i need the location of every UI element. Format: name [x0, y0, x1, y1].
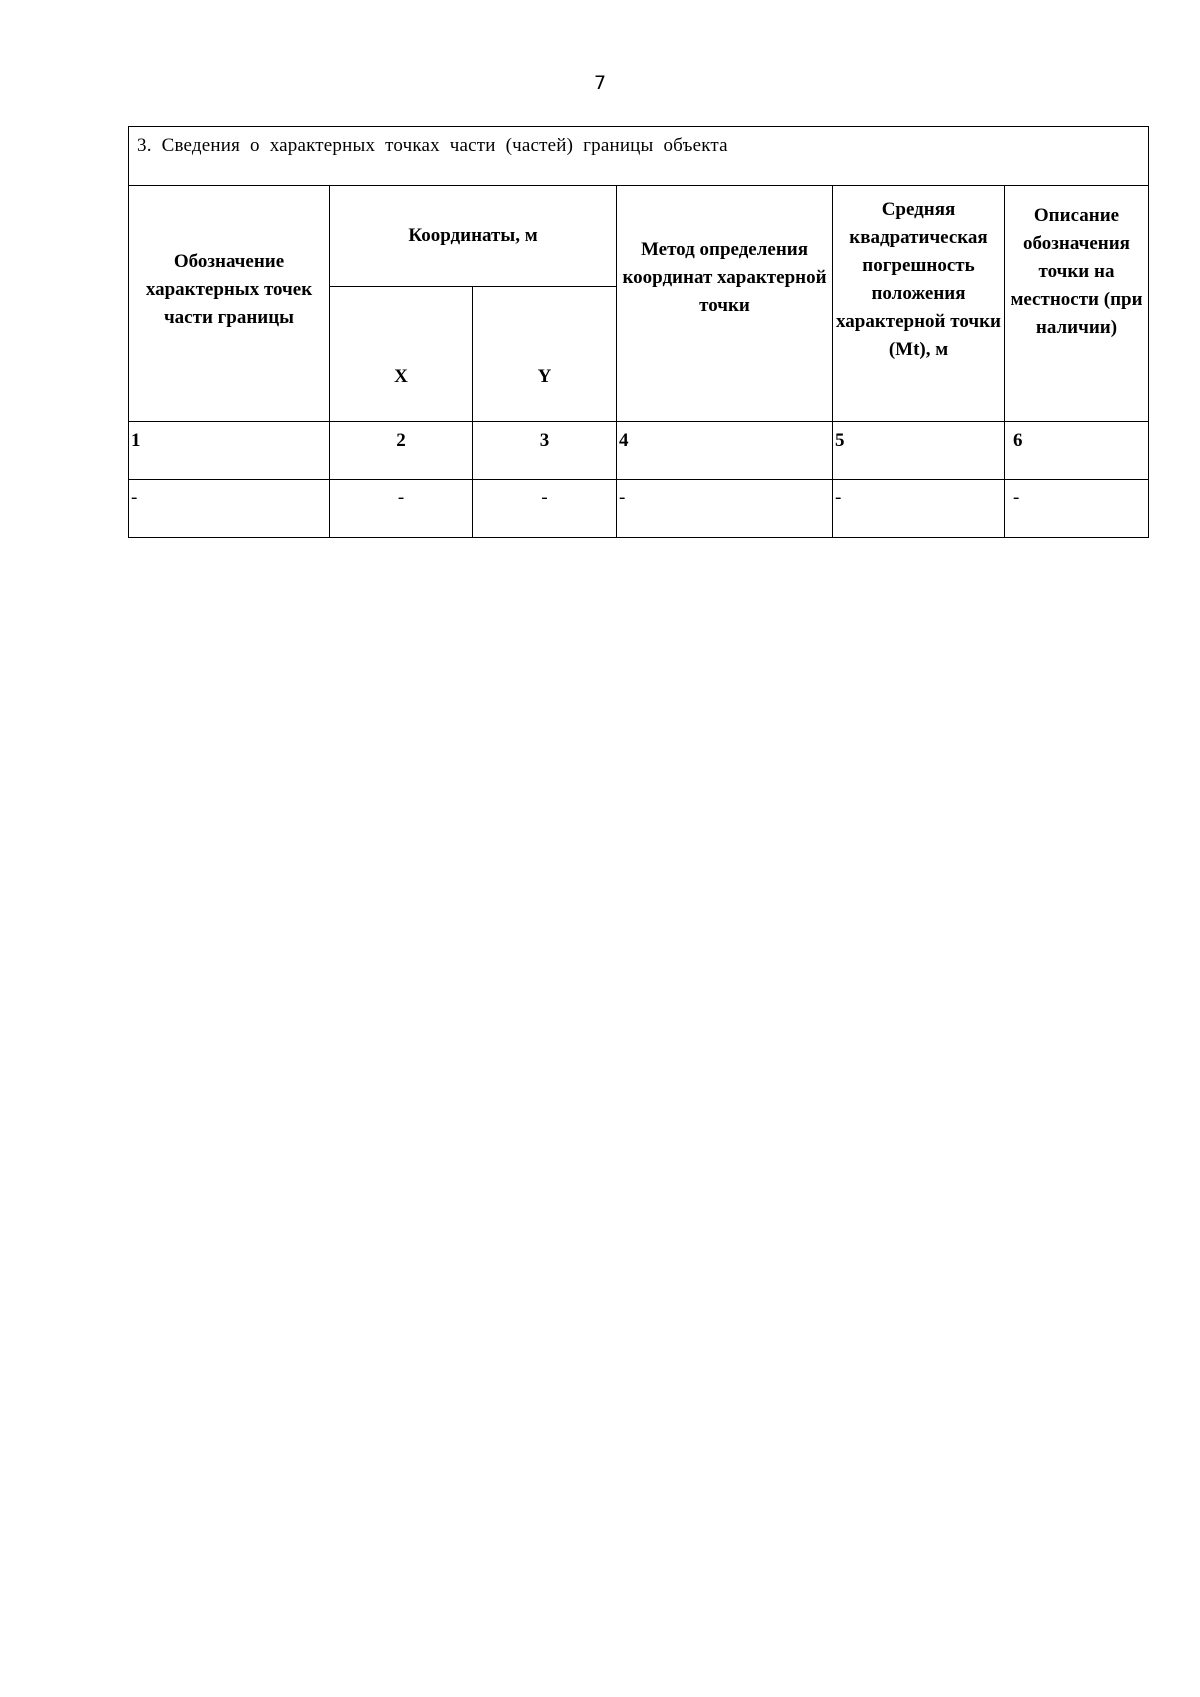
header-coordinates: Координаты, м — [330, 186, 617, 287]
header-x: X — [330, 287, 473, 422]
boundary-points-table — [128, 126, 1149, 538]
table-cell: - — [833, 480, 1005, 538]
column-number: 3 — [473, 422, 617, 480]
column-number: 2 — [330, 422, 473, 480]
table-cell: - — [129, 480, 330, 538]
table-cell: - — [1005, 480, 1149, 538]
column-number: 4 — [617, 422, 833, 480]
table-cell: - — [330, 480, 473, 538]
column-number: 5 — [833, 422, 1005, 480]
header-y: Y — [473, 287, 617, 422]
column-number-row — [129, 422, 1149, 480]
table-row — [129, 480, 1149, 538]
column-number: 6 — [1005, 422, 1149, 480]
header-mean-square-error: Средняя квадратическая погрешность положения характерной точки (Mt), м — [833, 186, 1005, 422]
table-cell: - — [473, 480, 617, 538]
header-point-designation: Обозначение характерных точек части границы — [129, 186, 330, 422]
header-method: Метод определения координат характерной точки — [617, 186, 833, 422]
section-title: 3. Сведения о характерных точках части (частей) границы объекта — [129, 127, 1149, 186]
table-cell: - — [617, 480, 833, 538]
header-point-description: Описание обозначения точки на местности (при наличии) — [1005, 186, 1149, 422]
column-number: 1 — [129, 422, 330, 480]
page-number: 7 — [593, 72, 607, 94]
